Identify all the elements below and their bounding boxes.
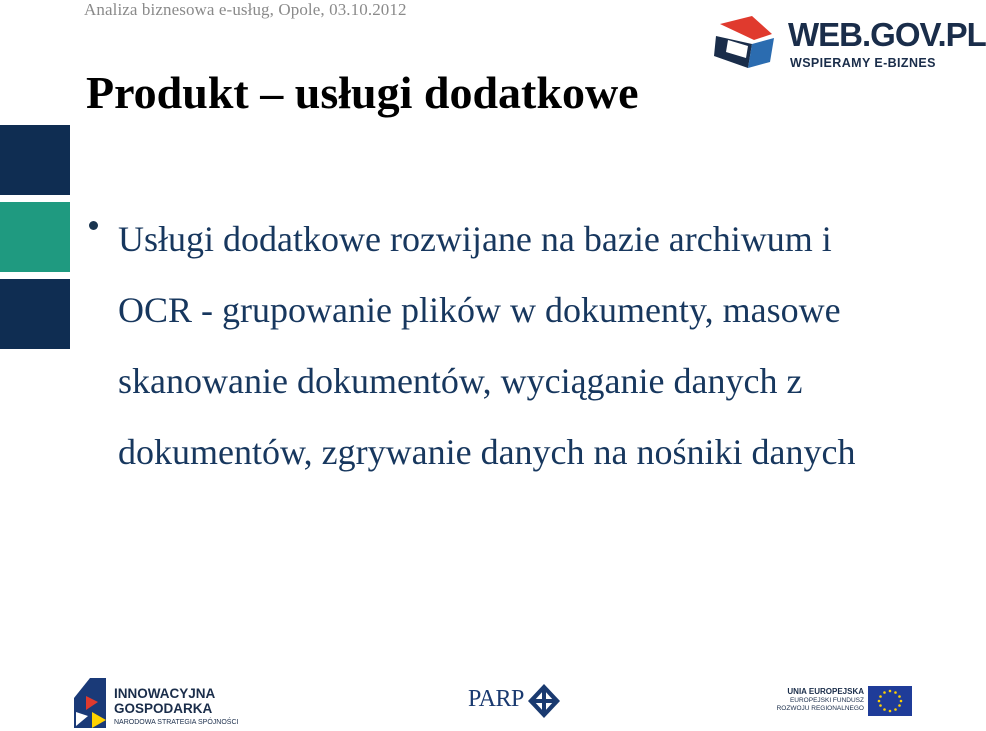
innowacyjna-gospodarka-logo bbox=[72, 676, 242, 730]
innowacyjna-gospodarka-logo-icon bbox=[72, 676, 110, 730]
parp-logo-icon bbox=[528, 684, 560, 718]
webgov-name: WEB.GOV.PL bbox=[788, 16, 986, 53]
ue-sub1: EUROPEJSKI FUNDUSZ bbox=[789, 697, 864, 704]
parp-name: PARP bbox=[468, 686, 524, 712]
ig-sub: NARODOWA STRATEGIA SPÓJNOŚCI bbox=[114, 719, 239, 726]
footer bbox=[0, 670, 960, 731]
side-block-navy-bottom bbox=[0, 279, 70, 349]
ig-line1: INNOWACYJNA bbox=[114, 686, 216, 701]
webgov-logo-icon bbox=[712, 10, 784, 76]
parp-logo bbox=[466, 684, 566, 724]
eu-flag-icon bbox=[868, 686, 912, 716]
webgov-logo bbox=[712, 10, 986, 80]
slide-title: Produkt – usługi dodatkowe bbox=[86, 67, 639, 118]
bullet-text: Usługi dodatkowe rozwijane na bazie archiwum i OCR - grupowanie plików w dokumenty, masowe skanowanie dokumentów, wyciąganie danych z dokumentów, zgrywanie danych na nośniki danych bbox=[118, 219, 856, 472]
eu-logo bbox=[770, 682, 920, 728]
ig-line2: GOSPODARKA bbox=[114, 701, 213, 716]
side-block-navy-top bbox=[0, 125, 70, 195]
ue-sub2: ROZWOJU REGIONALNEGO bbox=[776, 705, 864, 712]
bullet-dot-icon bbox=[89, 221, 98, 230]
webgov-tagline: WSPIERAMY E-BIZNES bbox=[790, 56, 936, 70]
bullet-list bbox=[86, 214, 906, 488]
header-meta: Analiza biznesowa e-usług, Opole, 03.10.2012 bbox=[84, 0, 407, 19]
side-block-teal bbox=[0, 202, 70, 272]
ue-title: UNIA EUROPEJSKA bbox=[787, 687, 864, 696]
bullet-item bbox=[86, 204, 906, 488]
